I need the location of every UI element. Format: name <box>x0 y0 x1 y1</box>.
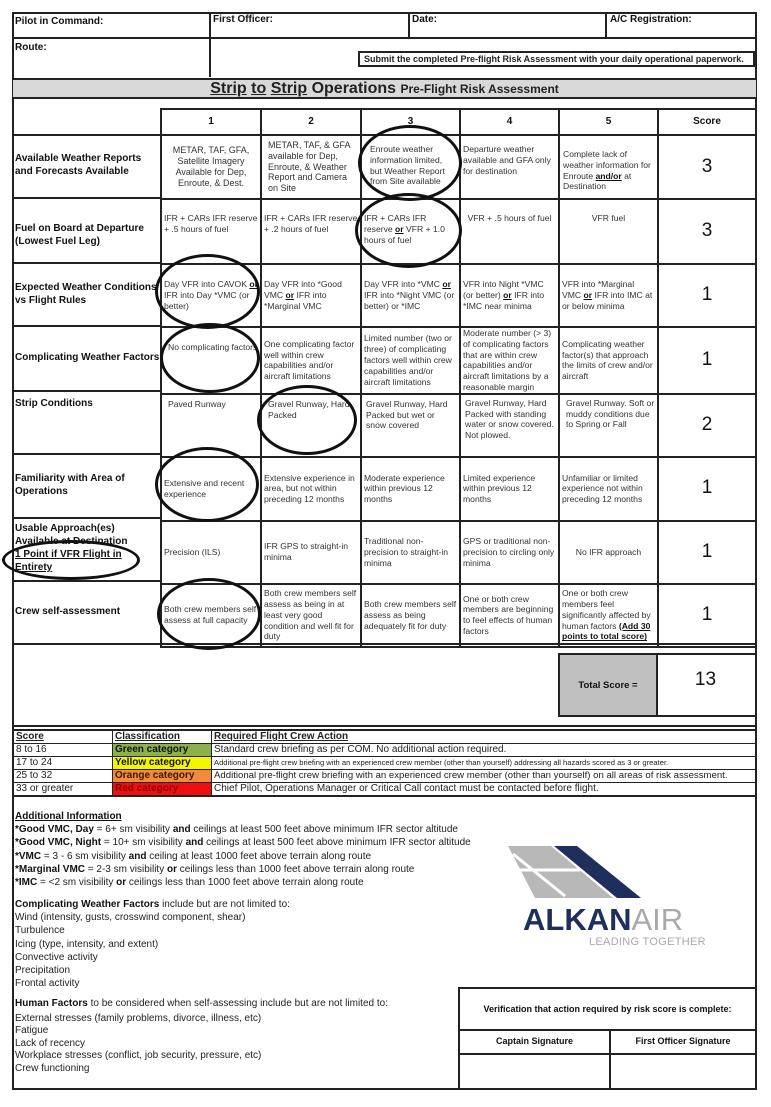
option-cell[interactable]: Moderate experience within previous 12 months <box>361 457 460 521</box>
tail-fin-icon <box>505 840 735 902</box>
option-cell[interactable]: Both crew members self assess as being adequately fit for duty <box>361 584 460 647</box>
category-green: Green category <box>113 744 212 757</box>
row-label-weather-reports: Available Weather Reports and Forecasts Available <box>15 153 142 177</box>
option-cell[interactable]: Limited experience within previous 12 months <box>460 457 559 521</box>
first-officer-signature-field[interactable] <box>609 1053 757 1090</box>
option-cell[interactable]: Gravel Runway. Soft or muddy conditions due to Spring or Fall <box>559 394 658 457</box>
option-cell[interactable]: Both crew members self assess at full capacity <box>161 584 261 647</box>
option-cell[interactable]: IFR + CARs IFR reserve + .5 hours of fuel <box>161 199 261 264</box>
classification-row-yellow <box>14 757 757 770</box>
title-subtitle: Pre-Flight Risk Assessment <box>400 82 559 96</box>
required-action: Standard crew briefing as per COM. No additional action required. <box>212 744 757 757</box>
classification-row-red <box>14 783 757 796</box>
required-action: Chief Pilot, Operations Manager or Critical Call contact must be contacted before flight. <box>212 783 757 796</box>
divider <box>408 12 410 38</box>
title-operations: Operations <box>307 80 401 97</box>
row-label-approaches: Usable Approach(es) Available at Destination <box>15 523 128 547</box>
captain-signature-field[interactable] <box>460 1053 611 1090</box>
table-row <box>161 584 756 647</box>
score-range: 33 or greater <box>14 783 113 796</box>
first-officer-label: First Officer: <box>213 14 274 25</box>
human-factor-item: Fatigue <box>15 1025 49 1037</box>
row-label-familiarity: Familiarity with Area of Operations <box>15 473 125 497</box>
verification-title: Verification that action required by risk score is complete: <box>460 989 755 1031</box>
divider <box>209 12 211 77</box>
first-officer-field[interactable] <box>290 14 405 36</box>
category-orange: Orange category <box>113 770 212 783</box>
human-factor-item: Lack of recency <box>15 1037 86 1049</box>
score-header: Score <box>14 730 113 744</box>
required-action: Additional pre-flight crew briefing with an experienced crew member (other than yourself) addressing all hazards scored as 3 or greater. <box>212 757 757 770</box>
score-value[interactable]: 3 <box>658 199 756 264</box>
divider <box>12 453 162 455</box>
score-value[interactable]: 1 <box>658 264 756 327</box>
option-cell[interactable]: Paved Runway <box>161 394 261 457</box>
definition-item: *Good VMC, Night = 10+ sm visibility and ceilings at least 500 feet above minimum IFR sector altitude <box>15 837 471 849</box>
additional-info-heading: Additional Information <box>15 811 122 822</box>
score-range: 17 to 24 <box>14 757 113 770</box>
category-yellow: Yellow category <box>113 757 212 770</box>
ac-registration-label: A/C Registration: <box>610 14 692 25</box>
option-cell[interactable]: One or both crew members are beginning to feel effects of human factors <box>460 584 559 647</box>
option-cell[interactable]: Gravel Runway, Hard Packed <box>261 394 361 457</box>
action-header: Required Flight Crew Action <box>212 730 757 744</box>
human-factors-section <box>15 998 445 1076</box>
classification-table <box>13 729 757 796</box>
weather-factor-item: Icing (type, intensity, and extent) <box>15 938 159 950</box>
alkan-air-logo <box>505 840 735 955</box>
row-label-expected-weather: Expected Weather Conditions vs Flight Rules <box>15 282 157 306</box>
first-officer-signature-label: First Officer Signature <box>609 1029 757 1055</box>
column-header-2: 2 <box>261 109 361 135</box>
weather-factor-item: Convective activity <box>15 951 98 963</box>
submit-notice: Submit the completed Pre-flight Risk Assessment with your daily operational paperwork. <box>358 51 755 67</box>
option-cell[interactable]: Precision (ILS) <box>161 521 261 584</box>
option-cell[interactable]: Gravel Runway, Hard Packed but wet or snow covered <box>361 394 460 457</box>
title-to: to <box>251 80 267 97</box>
route-label: Route: <box>15 42 47 53</box>
verification-box <box>458 987 757 1090</box>
date-field[interactable] <box>445 14 603 36</box>
option-cell[interactable]: METAR, TAF, & GFA available for Dep, Enroute, & Weather Report and Camera on Site <box>261 135 361 199</box>
category-red: Red category <box>113 783 212 796</box>
score-value[interactable]: 2 <box>658 394 756 457</box>
table-header-row <box>161 109 756 135</box>
title-strip-1: Strip <box>210 80 247 97</box>
column-header-3: 3 <box>361 109 460 135</box>
row-label-strip-conditions: Strip Conditions <box>15 398 93 409</box>
option-cell[interactable]: Day VFR into CAVOK or IFR into Day *VMC (or better) <box>161 264 261 327</box>
column-header-5: 5 <box>559 109 658 135</box>
option-cell[interactable]: Day VFR into *VMC or IFR into *Night VMC (or better) or *IMC <box>361 264 460 327</box>
weather-factor-item: Precipitation <box>15 965 71 977</box>
table-row <box>161 327 756 394</box>
divider <box>12 580 162 582</box>
human-factor-item: Workplace stresses (conflict, job security, pressure, etc) <box>15 1050 262 1062</box>
option-cell[interactable] <box>361 199 460 264</box>
score-value[interactable]: 1 <box>658 457 756 521</box>
option-cell[interactable]: IFR + CARs IFR reserve + .2 hours of fuel <box>261 199 361 264</box>
risk-assessment-table <box>160 108 757 648</box>
table-row <box>161 264 756 327</box>
option-cell[interactable]: Extensive experience in area, but not within preceding 12 months <box>261 457 361 521</box>
human-factor-item: Crew functioning <box>15 1062 90 1074</box>
option-cell[interactable]: Limited number (two or three) of complicating factors well within crew capabilities and/or aircraft limitations <box>361 327 460 394</box>
page-title <box>13 78 756 99</box>
option-cell[interactable]: Complicating weather factor(s) that approach the limits of crew and/or aircraft <box>559 327 658 394</box>
definition-item: *Marginal VMC = 2-3 sm visibility or ceilings less than 1000 feet above terrain along route <box>15 863 415 875</box>
option-text: IFR + CARs IFR reserve or VFR + 1.0 hours of fuel <box>364 212 445 245</box>
option-cell[interactable]: No IFR approach <box>559 521 658 584</box>
option-cell[interactable]: VFR fuel <box>559 199 658 264</box>
column-header-1: 1 <box>161 109 261 135</box>
total-score-value[interactable]: 13 <box>656 653 757 717</box>
date-label: Date: <box>412 14 438 25</box>
pilot-in-command-field[interactable] <box>110 14 206 36</box>
score-value[interactable]: 1 <box>658 521 756 584</box>
option-cell[interactable] <box>559 584 658 647</box>
column-header-4: 4 <box>460 109 559 135</box>
option-cell[interactable]: IFR GPS to straight-in minima <box>261 521 361 584</box>
divider <box>12 725 757 727</box>
human-factors-heading: Human Factors to be considered when self-assessing include but are not limited to: <box>15 998 388 1009</box>
option-cell[interactable] <box>559 135 658 199</box>
weather-factors-section <box>15 898 455 990</box>
option-cell[interactable]: Unfamiliar or limited experience not within preceding 12 months <box>559 457 658 521</box>
option-cell[interactable]: VFR into Night *VMC (or better) or IFR into *IMC near minima <box>460 264 559 327</box>
weather-factor-item: Frontal activity <box>15 978 80 990</box>
add-30-points-note: (Add 30 points to total score) <box>562 620 651 642</box>
classification-header-row <box>14 730 757 744</box>
row-label-crew-self-assessment: Crew self-assessment <box>15 606 121 617</box>
table-row <box>161 199 756 264</box>
human-factor-item: External stresses (family problems, divorce, illness, etc) <box>15 1012 262 1024</box>
table-row <box>161 521 756 584</box>
pilot-in-command-label: Pilot in Command: <box>15 16 104 27</box>
definition-item: *VMC = 3 - 6 sm visibility and ceiling at least 1000 feet above terrain along route <box>15 850 372 862</box>
option-cell[interactable]: VFR into *Marginal VMC or IFR into IMC at or below minima <box>559 264 658 327</box>
option-cell[interactable]: Both crew members self assess as being in at least very good condition and well fit for duty <box>261 584 361 647</box>
divider <box>12 517 162 519</box>
row-sublabel-vfr-point: 1 Point if VFR Flight in Entirety <box>15 549 122 573</box>
option-cell[interactable]: Extensive and recent experience <box>161 457 261 521</box>
captain-signature-label: Captain Signature <box>460 1029 611 1055</box>
classification-row-orange <box>14 770 757 783</box>
option-cell[interactable]: No complicating factors <box>161 327 261 394</box>
table-row <box>161 135 756 199</box>
option-cell[interactable]: Departure weather available and GFA only for destination <box>460 135 559 199</box>
score-value[interactable]: 3 <box>658 135 756 199</box>
weather-factors-heading: Complicating Weather Factors include but are not limited to: <box>15 899 290 910</box>
additional-info-section <box>15 810 495 889</box>
option-text: One or both crew members feel significantly affected by human factors <box>562 588 651 631</box>
weather-factor-item: Turbulence <box>15 925 65 937</box>
option-cell[interactable]: Traditional non-precision to straight-in minima <box>361 521 460 584</box>
option-cell[interactable]: Day VFR into *Good VMC or IFR into *Marginal VMC <box>261 264 361 327</box>
option-cell[interactable]: One complicating factor well within crew capabilities and/or aircraft limitations <box>261 327 361 394</box>
option-cell[interactable]: GPS or traditional non-precision to circling only minima <box>460 521 559 584</box>
table-row <box>161 457 756 521</box>
divider <box>12 325 162 327</box>
score-value[interactable]: 1 <box>658 584 756 647</box>
option-cell[interactable]: METAR, TAF, GFA, Satellite Imagery Available for Dep, Enroute, & Dest. <box>161 135 261 199</box>
divider <box>12 37 757 39</box>
score-value[interactable]: 1 <box>658 327 756 394</box>
definition-item: *Good VMC, Day = 6+ sm visibility and ceilings at least 500 feet above minimum IFR sector altitude <box>15 824 458 836</box>
option-cell[interactable]: VFR + .5 hours of fuel <box>460 199 559 264</box>
logo-wordmark: ALKANAIR <box>523 902 684 937</box>
required-action: Additional pre-flight crew briefing with an experienced crew member (other than yourself) on all areas of risk assessment. <box>212 770 757 783</box>
column-header-score: Score <box>658 109 756 135</box>
definition-item: *IMC = <2 sm visibility or ceilings less than 1000 feet above terrain along route <box>15 877 364 889</box>
table-row <box>161 394 756 457</box>
classification-header: Classification <box>113 730 212 744</box>
score-range: 25 to 32 <box>14 770 113 783</box>
weather-factor-item: Wind (intensity, gusts, crosswind component, shear) <box>15 912 246 924</box>
divider <box>12 134 162 136</box>
title-strip-2: Strip <box>270 80 308 97</box>
option-text: Complete lack of weather information for Enroute and/or at Destination <box>563 149 651 192</box>
total-score-label: Total Score = <box>558 653 658 717</box>
option-cell[interactable]: Moderate number (> 3) of complicating factors that are within crew capabilities and/or aircraft limitations by a reasonable margin <box>460 327 559 394</box>
logo-tagline: LEADING TOGETHER <box>589 936 706 948</box>
divider <box>605 12 607 38</box>
divider <box>12 643 757 645</box>
divider <box>12 390 162 392</box>
row-label-fuel: Fuel on Board at Departure (Lowest Fuel Leg) <box>15 223 144 247</box>
option-cell[interactable]: Enroute weather information limited, but Weather Report from Site available <box>361 135 460 199</box>
score-range: 8 to 16 <box>14 744 113 757</box>
divider <box>12 795 757 797</box>
classification-row-green <box>14 744 757 757</box>
option-cell[interactable]: Gravel Runway, Hard Packed with standing water or snow covered. Not plowed. <box>460 394 559 457</box>
row-label-complicating-factors: Complicating Weather Factors <box>15 352 160 363</box>
divider <box>12 262 162 264</box>
ac-registration-field[interactable] <box>700 14 755 36</box>
divider <box>12 197 162 199</box>
